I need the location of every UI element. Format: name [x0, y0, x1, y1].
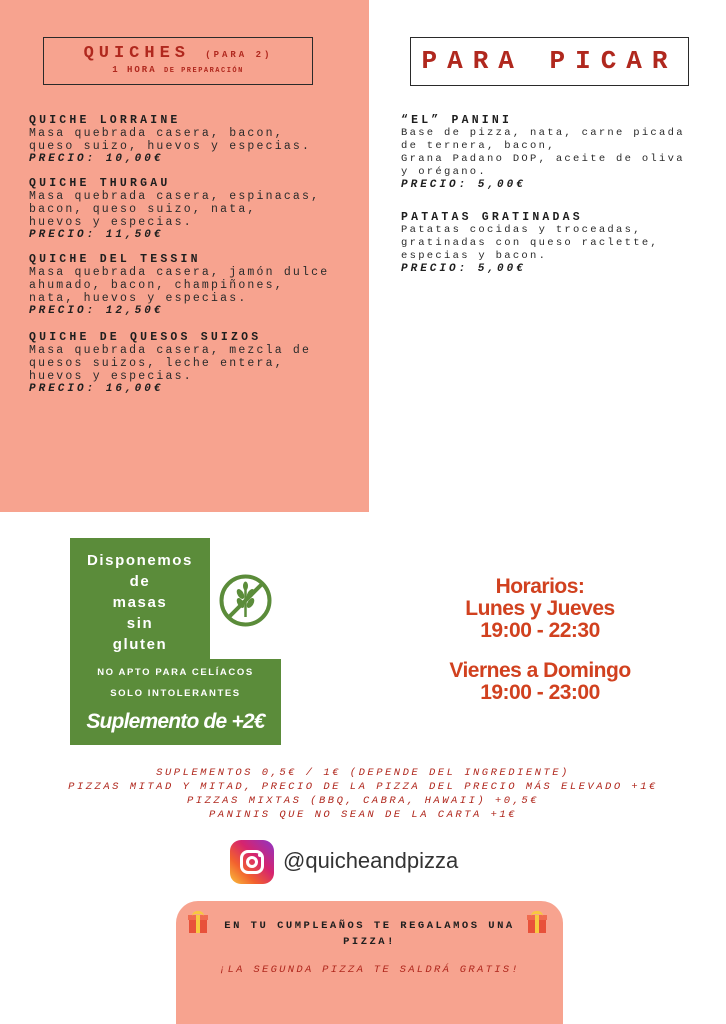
item-price: PRECIO: 16,00€ — [29, 383, 164, 395]
menu-item — [29, 331, 311, 396]
opening-hours — [420, 576, 660, 704]
instagram-icon[interactable] — [230, 840, 274, 884]
item-price: PRECIO: 12,50€ — [29, 305, 164, 317]
item-name: “EL” PANINI — [401, 114, 513, 127]
item-name: QUICHE THURGAU — [29, 177, 171, 190]
quiches-title-note: (PARA 2) — [205, 50, 273, 60]
menu-item — [401, 211, 659, 276]
supplement-line: PIZZAS MIXTAS (BBQ, CABRA, HAWAII) +0,5€ — [186, 795, 540, 807]
hours-title: Horarios: — [495, 575, 585, 598]
item-name: PATATAS GRATINADAS — [401, 211, 583, 224]
supplement-line: PANINIS QUE NO SEAN DE LA CARTA +1€ — [208, 809, 518, 821]
picar-header — [410, 37, 689, 86]
gluten-free-text: Disponemos de masas sin gluten — [86, 552, 193, 653]
gluten-intolerant-note: SOLO INTOLERANTES — [110, 688, 241, 699]
birthday-title: EN TU CUMPLEAÑOS TE REGALAMOS UNA PIZZA! — [224, 920, 515, 948]
picar-title: PARA PICAR — [421, 46, 678, 76]
item-description: Masa quebrada casera, bacon, queso suizo, huevos y especias. — [29, 127, 312, 153]
gluten-supplement: Suplemento de +2€ — [86, 710, 265, 733]
item-name: QUICHE DEL TESSIN — [29, 253, 201, 266]
quiches-prep-label: DE PREPARACIÓN — [164, 67, 244, 75]
birthday-promo — [176, 901, 563, 1024]
supplements — [0, 766, 726, 822]
menu-item — [29, 114, 311, 166]
menu-item — [401, 114, 685, 192]
menu-item — [29, 177, 320, 242]
gift-icon — [188, 911, 208, 933]
birthday-subtitle: ¡LA SEGUNDA PIZZA TE SALDRÁ GRATIS! — [218, 964, 521, 976]
item-description: Patatas cocidas y troceadas, gratinadas con queso raclette, especias y bacon. — [401, 224, 660, 262]
item-price: PRECIO: 5,00€ — [401, 179, 526, 191]
item-price: PRECIO: 5,00€ — [401, 263, 526, 275]
item-description: Base de pizza, nata, carne picada de ternera, bacon, Grana Padano DOP, aceite de oliva y orégano. — [401, 127, 685, 178]
gluten-warning: NO APTO PARA CELÍACOS — [97, 667, 254, 678]
item-description: Masa quebrada casera, jamón dulce ahumado, bacon, champiñones, nata, huevos y especias. — [29, 266, 330, 305]
quiches-prep-time: 1 HORA — [112, 65, 157, 75]
item-name: QUICHE LORRAINE — [29, 114, 181, 127]
quiches-title: QUICHES — [83, 44, 190, 63]
gift-icon — [527, 911, 547, 933]
hours-time-2: 19:00 - 23:00 — [480, 681, 600, 704]
gluten-free-card — [70, 538, 281, 745]
menu-item — [29, 253, 329, 318]
gluten-free-icon — [218, 573, 273, 628]
hours-time-1: 19:00 - 22:30 — [480, 619, 600, 642]
item-description: Masa quebrada casera, mezcla de quesos suizos, leche entera, huevos y especias. — [29, 344, 312, 383]
supplement-line: SUPLEMENTOS 0,5€ / 1€ (DEPENDE DEL INGREDIENTE) — [156, 767, 570, 779]
item-price: PRECIO: 10,00€ — [29, 153, 164, 165]
hours-days-2: Viernes a Domingo — [449, 659, 631, 682]
supplement-line: PIZZAS MITAD Y MITAD, PRECIO DE LA PIZZA DEL PRECIO MÁS ELEVADO +1€ — [68, 781, 658, 793]
instagram-handle[interactable]: @quicheandpizza — [283, 848, 459, 873]
hours-days-1: Lunes y Jueves — [465, 597, 615, 620]
quiches-header — [43, 37, 313, 85]
item-description: Masa quebrada casera, espinacas, bacon, queso suizo, nata, huevos y especias. — [29, 190, 321, 229]
item-price: PRECIO: 11,50€ — [29, 229, 164, 241]
item-name: QUICHE DE QUESOS SUIZOS — [29, 331, 262, 344]
